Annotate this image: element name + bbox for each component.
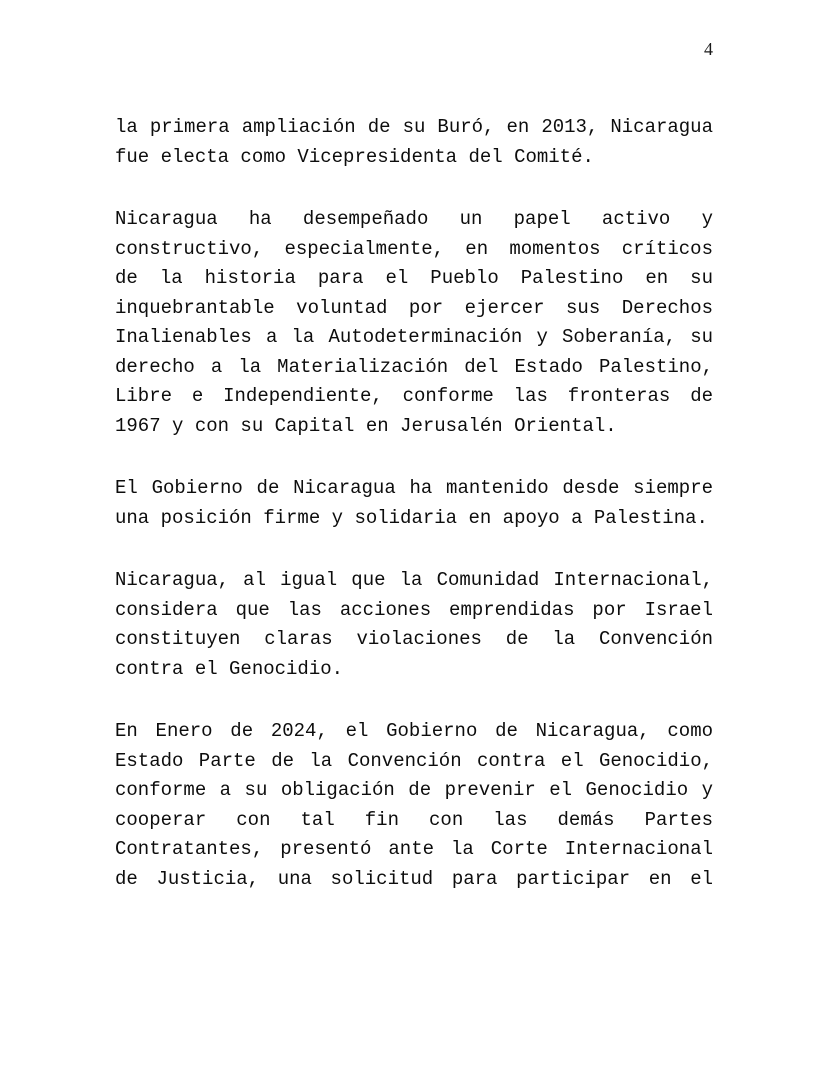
text-line: inquebrantable voluntad por ejercer sus Derechos — [115, 296, 713, 319]
document-body — [115, 113, 713, 894]
text-line: En Enero de 2024, el Gobierno de Nicaragua, como — [115, 720, 713, 742]
page-number: 4 — [704, 39, 713, 59]
text-line: El Gobierno de Nicaragua ha mantenido desde siempre — [115, 477, 713, 499]
text-line: constituyen claras violaciones de la Convención — [115, 628, 713, 650]
text-line: Inalienables a la Autodeterminación y Soberanía, su — [115, 326, 713, 348]
text-line: derecho a la Materialización del Estado Palestino, — [115, 355, 713, 378]
text-line: conforme a su obligación de prevenir el Genocidio y — [115, 779, 713, 801]
paragraph — [115, 205, 713, 441]
text-line: constructivo, especialmente, en momentos críticos — [115, 237, 713, 260]
paragraph — [115, 566, 713, 684]
text-line: de Justicia, una solicitud para participar en el — [115, 867, 713, 890]
paragraph — [115, 474, 713, 533]
text-line: Nicaragua, al igual que la Comunidad Internacional, — [115, 569, 713, 591]
text-line: fue electa como Vicepresidenta del Comité. — [115, 145, 594, 168]
text-line: contra el Genocidio. — [115, 657, 344, 680]
text-line: considera que las acciones emprendidas por Israel — [115, 598, 713, 621]
paragraph — [115, 113, 713, 172]
text-line: Estado Parte de la Convención contra el Genocidio, — [115, 749, 713, 772]
text-line: Contratantes, presentó ante la Corte Internacional — [115, 838, 713, 860]
text-line: cooperar con tal fin con las demás Partes — [115, 808, 713, 831]
text-line: Libre e Independiente, conforme las fronteras de — [115, 385, 713, 407]
text-line: Nicaragua ha desempeñado un papel activo y — [115, 208, 713, 230]
paragraph — [115, 717, 713, 894]
text-line: 1967 y con su Capital en Jerusalén Oriental. — [115, 414, 617, 437]
text-line: de la historia para el Pueblo Palestino en su — [115, 267, 713, 289]
text-line: la primera ampliación de su Buró, en 2013, Nicaragua — [115, 116, 713, 138]
text-line: una posición firme y solidaria en apoyo a Palestina. — [115, 506, 708, 529]
